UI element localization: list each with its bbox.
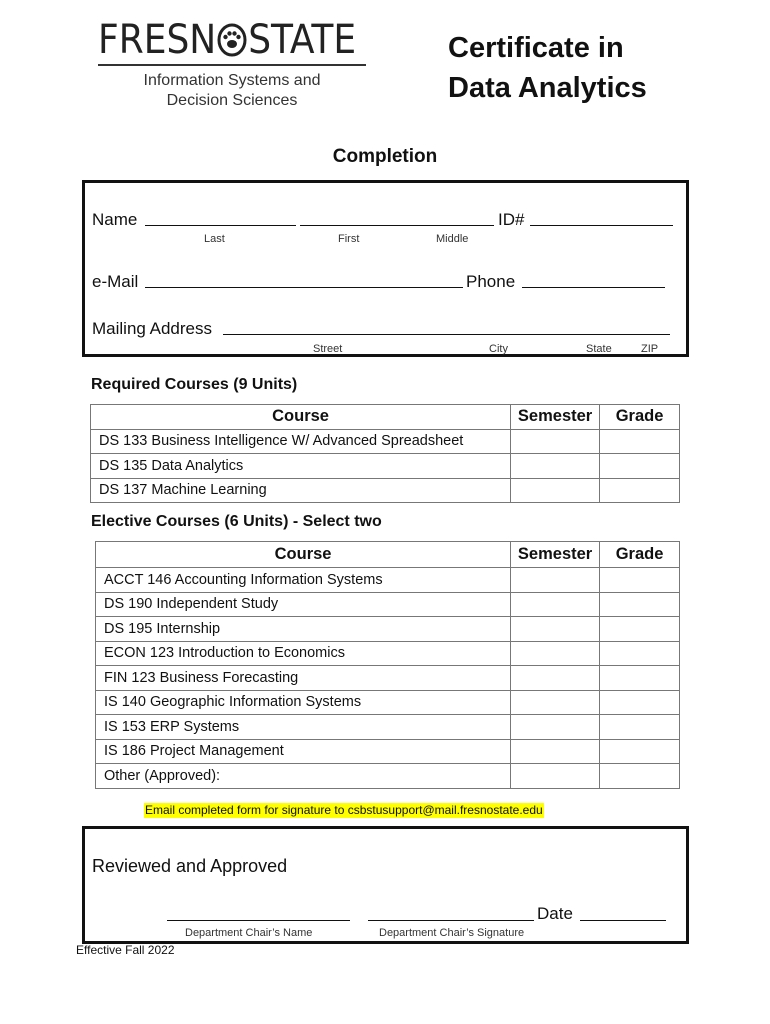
semester-cell[interactable] (511, 478, 600, 503)
course-name: IS 140 Geographic Information Systems (96, 690, 511, 715)
semester-cell[interactable] (511, 690, 600, 715)
first-sublabel: First (338, 233, 360, 245)
paw-icon (217, 23, 247, 57)
email-instruction-note: Email completed form for signature to csbstusupport@mail.fresnostate.edu (145, 803, 543, 817)
mailing-address-field[interactable] (223, 334, 670, 335)
title-line1: Certificate in (448, 32, 624, 64)
chair-name-sublabel: Department Chair’s Name (185, 927, 313, 939)
semester-cell[interactable] (511, 739, 600, 764)
grade-header: Grade (600, 542, 680, 568)
course-name: DS 195 Internship (96, 617, 511, 642)
semester-header: Semester (511, 405, 600, 430)
grade-cell[interactable] (600, 429, 680, 454)
required-courses-table (90, 404, 680, 503)
course-name: FIN 123 Business Forecasting (96, 666, 511, 691)
last-name-field[interactable] (145, 225, 296, 226)
semester-cell[interactable] (511, 764, 600, 789)
course-name: IS 186 Project Management (96, 739, 511, 764)
table-header-row (96, 542, 680, 568)
semester-cell[interactable] (511, 666, 600, 691)
phone-field[interactable] (522, 287, 665, 288)
fresno-state-logo (98, 18, 368, 111)
elective-courses-table (95, 541, 680, 789)
course-header: Course (96, 542, 511, 568)
reviewed-approved-label: Reviewed and Approved (92, 856, 288, 876)
table-row (96, 690, 680, 715)
approval-box (82, 826, 689, 944)
table-header-row (91, 405, 680, 430)
id-label: ID# (498, 210, 525, 229)
semester-cell[interactable] (511, 454, 600, 479)
city-sublabel: City (489, 343, 508, 355)
grade-cell[interactable] (600, 764, 680, 789)
grade-cell[interactable] (600, 666, 680, 691)
course-name: ACCT 146 Accounting Information Systems (96, 568, 511, 593)
table-row (91, 454, 680, 479)
course-name: IS 153 ERP Systems (96, 715, 511, 740)
grade-cell[interactable] (600, 739, 680, 764)
date-label: Date (537, 904, 573, 923)
logo-word-right: STATE (248, 17, 357, 63)
course-name: Other (Approved): (96, 764, 511, 789)
last-sublabel: Last (204, 233, 225, 245)
document-title (448, 28, 647, 108)
chair-signature-field[interactable] (368, 920, 534, 921)
completion-heading: Completion (332, 146, 438, 167)
semester-cell[interactable] (511, 715, 600, 740)
course-name: DS 135 Data Analytics (91, 454, 511, 479)
mailing-address-label: Mailing Address (92, 319, 213, 338)
id-field[interactable] (530, 225, 673, 226)
semester-cell[interactable] (511, 617, 600, 642)
table-row (91, 429, 680, 454)
date-field[interactable] (580, 920, 666, 921)
grade-cell[interactable] (600, 478, 680, 503)
middle-sublabel: Middle (436, 233, 469, 245)
student-info-box (82, 180, 689, 357)
street-sublabel: Street (313, 343, 343, 355)
table-row (96, 617, 680, 642)
course-header: Course (91, 405, 511, 430)
semester-cell[interactable] (511, 568, 600, 593)
table-row (96, 764, 680, 789)
table-row (96, 568, 680, 593)
grade-header: Grade (600, 405, 680, 430)
grade-cell[interactable] (600, 454, 680, 479)
course-name: DS 190 Independent Study (96, 592, 511, 617)
grade-cell[interactable] (600, 617, 680, 642)
semester-header: Semester (511, 542, 600, 568)
grade-cell[interactable] (600, 592, 680, 617)
course-name: ECON 123 Introduction to Economics (96, 641, 511, 666)
required-courses-title: Required Courses (9 Units) (91, 376, 298, 393)
table-row (96, 592, 680, 617)
table-row (96, 715, 680, 740)
phone-label: Phone (466, 272, 516, 291)
semester-cell[interactable] (511, 429, 600, 454)
grade-cell[interactable] (600, 715, 680, 740)
course-name: DS 133 Business Intelligence W/ Advanced Spreadsheet (91, 429, 511, 454)
first-middle-name-field[interactable] (300, 225, 494, 226)
logo-dept-line1: Information Systems and (143, 72, 321, 89)
grade-cell[interactable] (600, 641, 680, 666)
table-row (96, 641, 680, 666)
email-field[interactable] (145, 287, 463, 288)
grade-cell[interactable] (600, 568, 680, 593)
title-line2: Data Analytics (448, 72, 647, 104)
email-label: e-Mail (92, 272, 139, 291)
effective-date-footer: Effective Fall 2022 (76, 943, 175, 957)
logo-divider (98, 64, 366, 66)
logo-dept-line2: Decision Sciences (166, 92, 298, 109)
table-row (91, 478, 680, 503)
chair-name-field[interactable] (167, 920, 350, 921)
logo-department (98, 71, 366, 111)
semester-cell[interactable] (511, 592, 600, 617)
course-name: DS 137 Machine Learning (91, 478, 511, 503)
grade-cell[interactable] (600, 690, 680, 715)
elective-courses-title: Elective Courses (6 Units) - Select two (91, 513, 382, 530)
table-row (96, 666, 680, 691)
state-sublabel: State (586, 343, 612, 355)
table-row (96, 739, 680, 764)
logo-word-left: FRESN (98, 17, 217, 63)
chair-signature-sublabel: Department Chair’s Signature (379, 927, 525, 939)
logo-wordmark (98, 18, 368, 62)
semester-cell[interactable] (511, 641, 600, 666)
zip-sublabel: ZIP (641, 343, 659, 355)
name-label: Name (92, 210, 138, 229)
